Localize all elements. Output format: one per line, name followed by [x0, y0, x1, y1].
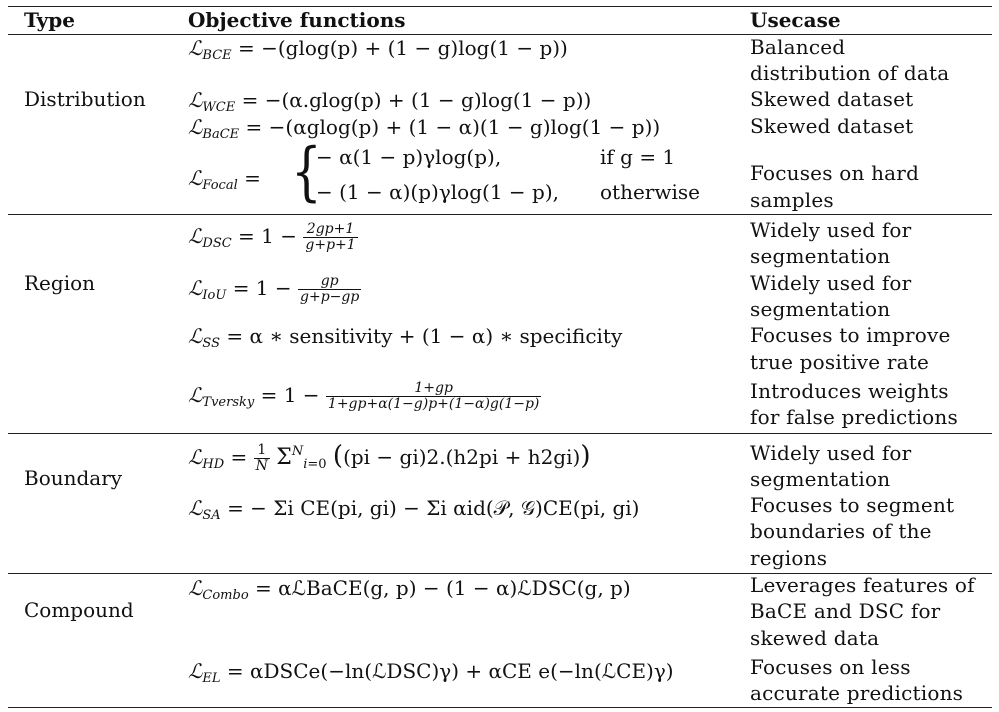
usecase-focal-2: samples	[750, 188, 834, 212]
usecase-sa-2: boundaries of the	[750, 519, 932, 543]
formula-tversky: ℒ$_{Tversky}$ = 1 − $\frac{1+gp}{1+gp+\alpha(1-g)p+(1-\alpha)g(1-p)}$	[188, 380, 540, 412]
usecase-combo-3: skewed data	[750, 626, 880, 650]
usecase-bace: Skewed dataset	[750, 114, 914, 138]
usecase-focal-1: Focuses on hard	[750, 161, 920, 185]
category-region: Region	[24, 271, 96, 295]
usecase-sa-1: Focuses to segment	[750, 493, 955, 517]
formula-hd: ℒ$_{HD}$ = $\frac{1}{N}$ $\Sigma^N_{i=0}$ ((pi − gi)2.(h2pi + h2gi))	[188, 441, 591, 474]
formula-dsc: ℒ$_{DSC}$ = 1 − $\frac{2gp+1}{g+p+1}$	[188, 221, 356, 253]
usecase-iou-1: Widely used for	[750, 271, 912, 295]
top-rule	[8, 6, 992, 7]
usecase-bce-1: Balanced	[750, 35, 846, 59]
usecase-combo-1: Leverages features of	[750, 573, 975, 597]
formula-iou: ℒ$_{IoU}$ = 1 − $\frac{gp}{g+p-gp}$	[188, 273, 360, 305]
usecase-ss-1: Focuses to improve	[750, 323, 951, 347]
formula-wce: ℒ$_{WCE}$ = −(α.glog(p) + (1 − g)log(1 − p))	[188, 88, 592, 115]
category-boundary: Boundary	[24, 466, 123, 490]
header-objective: Objective functions	[188, 8, 406, 32]
formula-focal-lhs: ℒ$_{Focal}$ =	[188, 166, 261, 193]
usecase-dsc-2: segmentation	[750, 244, 891, 268]
category-compound: Compound	[24, 598, 134, 622]
usecase-iou-2: segmentation	[750, 297, 891, 321]
focal-case-1: − α(1 − p)γlog(p),	[316, 145, 502, 169]
focal-brace: {	[291, 135, 322, 209]
formula-sa: ℒ$_{SA}$ = − Σi CE(pi, gi) − Σi αid(𝒫, 𝒢)CE(pi, gi)	[188, 496, 640, 523]
focal-cond-2: otherwise	[600, 180, 700, 204]
formula-bace: ℒ$_{BaCE}$ = −(αglog(p) + (1 − α)(1 − g)log(1 − p))	[188, 115, 661, 142]
header-usecase: Usecase	[750, 8, 841, 32]
usecase-combo-2: BaCE and DSC for	[750, 599, 941, 623]
usecase-hd-1: Widely used for	[750, 441, 912, 465]
focal-cond-1: if g = 1	[600, 145, 676, 169]
usecase-sa-3: regions	[750, 546, 828, 570]
usecase-el-2: accurate predictions	[750, 681, 964, 705]
usecase-el-1: Focuses on less	[750, 655, 911, 679]
usecase-hd-2: segmentation	[750, 467, 891, 491]
usecase-dsc-1: Widely used for	[750, 218, 912, 242]
usecase-tversky-1: Introduces weights	[750, 379, 949, 403]
usecase-bce-2: distribution of data	[750, 61, 950, 85]
section-rule-region	[8, 214, 992, 215]
formula-ss: ℒ$_{SS}$ = α ∗ sensitivity + (1 − α) ∗ specificity	[188, 324, 623, 351]
usecase-ss-2: true positive rate	[750, 350, 930, 374]
header-type: Type	[24, 8, 76, 32]
focal-case-2: − (1 − α)(p)γlog(1 − p),	[316, 180, 559, 204]
formula-combo: ℒ$_{Combo}$ = αℒBaCE(g, p) − (1 − α)ℒDSC(g, p)	[188, 576, 631, 603]
formula-bce: ℒ$_{BCE}$ = −(glog(p) + (1 − g)log(1 − p))	[188, 36, 568, 63]
usecase-wce: Skewed dataset	[750, 87, 914, 111]
category-distribution: Distribution	[24, 87, 146, 111]
section-rule-boundary	[8, 433, 992, 434]
formula-el: ℒ$_{EL}$ = αDSCe(−ln(ℒDSC)γ) + αCE e(−ln(ℒCE)γ)	[188, 659, 674, 686]
bottom-rule	[8, 707, 992, 708]
usecase-tversky-2: for false predictions	[750, 405, 958, 429]
